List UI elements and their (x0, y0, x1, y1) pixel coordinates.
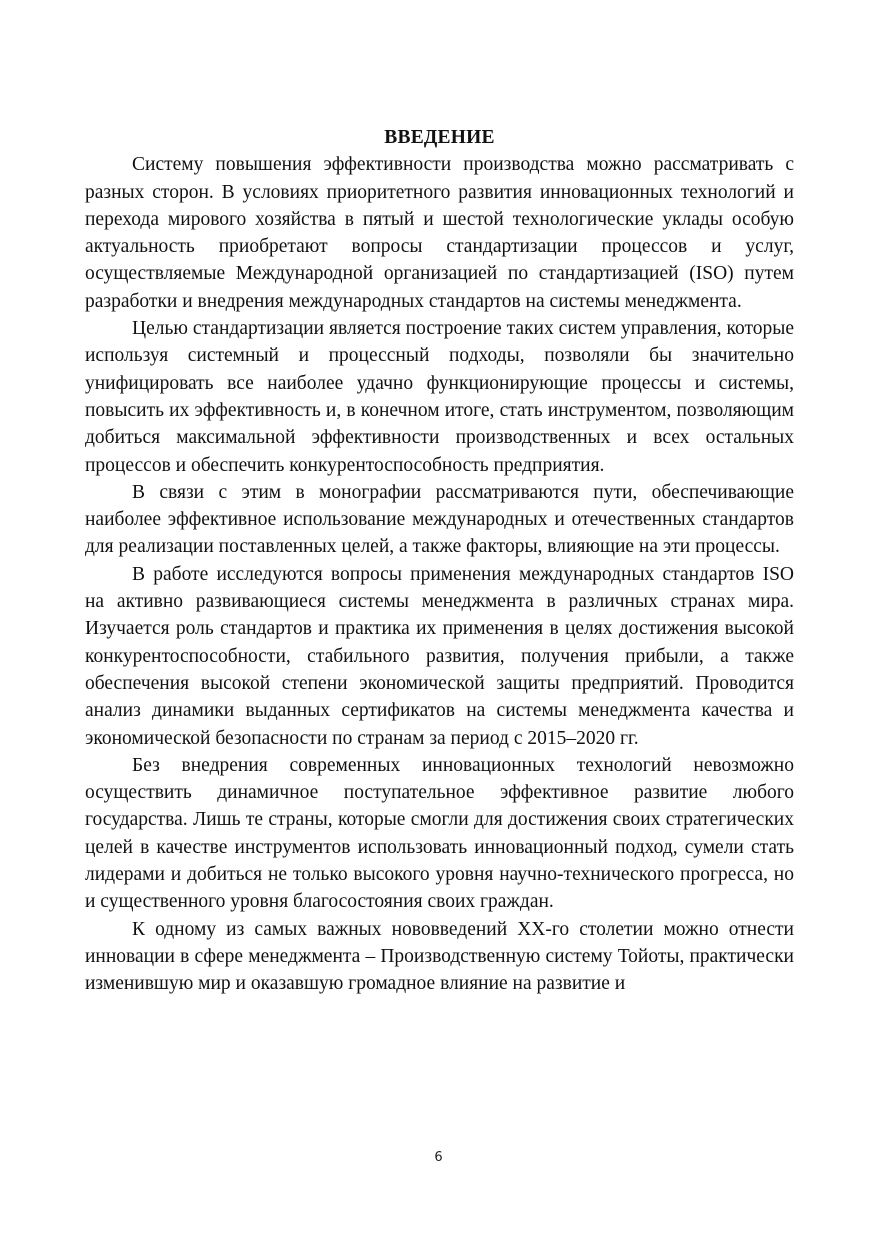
paragraph-1: Систему повышения эффективности производства можно рассматривать с разных сторон. В условиях приоритетного развития инновационных технологий и перехода мирового хозяйства в пятый и шестой технологические уклады особую актуальность приобретают вопросы стандартизации процессов и услуг, осуществляемые Международной организацией по стандартизацией (ISO) путем разработки и внедрения международных стандартов на системы менеджмента. (85, 154, 794, 312)
page-body (85, 124, 794, 998)
paragraph-2: Целью стандартизации является построение таких систем управления, которые используя системный и процессный подходы, позволяли бы значительно унифицировать все наиболее удачно функционирующие процессы и системы, повысить их эффективность и, в конечном итоге, стать инструментом, позволяющим добиться максимальной эффективности производственных и всех остальных процессов и обеспечить конкурентоспособность предприятия. (85, 318, 794, 476)
page-number: 6 (434, 1150, 443, 1165)
paragraph-4: В работе исследуются вопросы применения международных стандартов ISO на активно развивающиеся системы менеджмента в различных странах мира. Изучается роль стандартов и практика их применения в целях достижения высокой конкурентоспособности, стабильного развития, получения прибыли, а также обеспечения высокой степени экономической защиты предприятий. Проводится анализ динамики выданных сертификатов на системы менеджмента качества и экономической безопасности по странам за период с 2015–2020 гг. (85, 563, 794, 749)
section-title: ВВЕДЕНИЕ (384, 127, 495, 148)
paragraph-6: К одному из самых важных нововведений XX-го столетии можно отнести инновации в сфере менеджмента – Производственную систему Тойоты, практически изменившую мир и оказавшую громадное влияние на развитие и (85, 918, 794, 995)
paragraph-3: В связи с этим в монографии рассматриваются пути, обеспечивающие наиболее эффективное использование международных и отечественных стандартов для реализации поставленных целей, а также факторы, влияющие на эти процессы. (85, 481, 794, 558)
paragraph-5: Без внедрения современных инновационных технологий невозможно осуществить динамичное поступательное эффективное развитие любого государства. Лишь те страны, которые смогли для достижения своих стратегических целей в качестве инструментов использовать инновационный подход, сумели стать лидерами и добиться не только высокого уровня научно-технического прогресса, но и существенного уровня благосостояния своих граждан. (85, 754, 794, 913)
